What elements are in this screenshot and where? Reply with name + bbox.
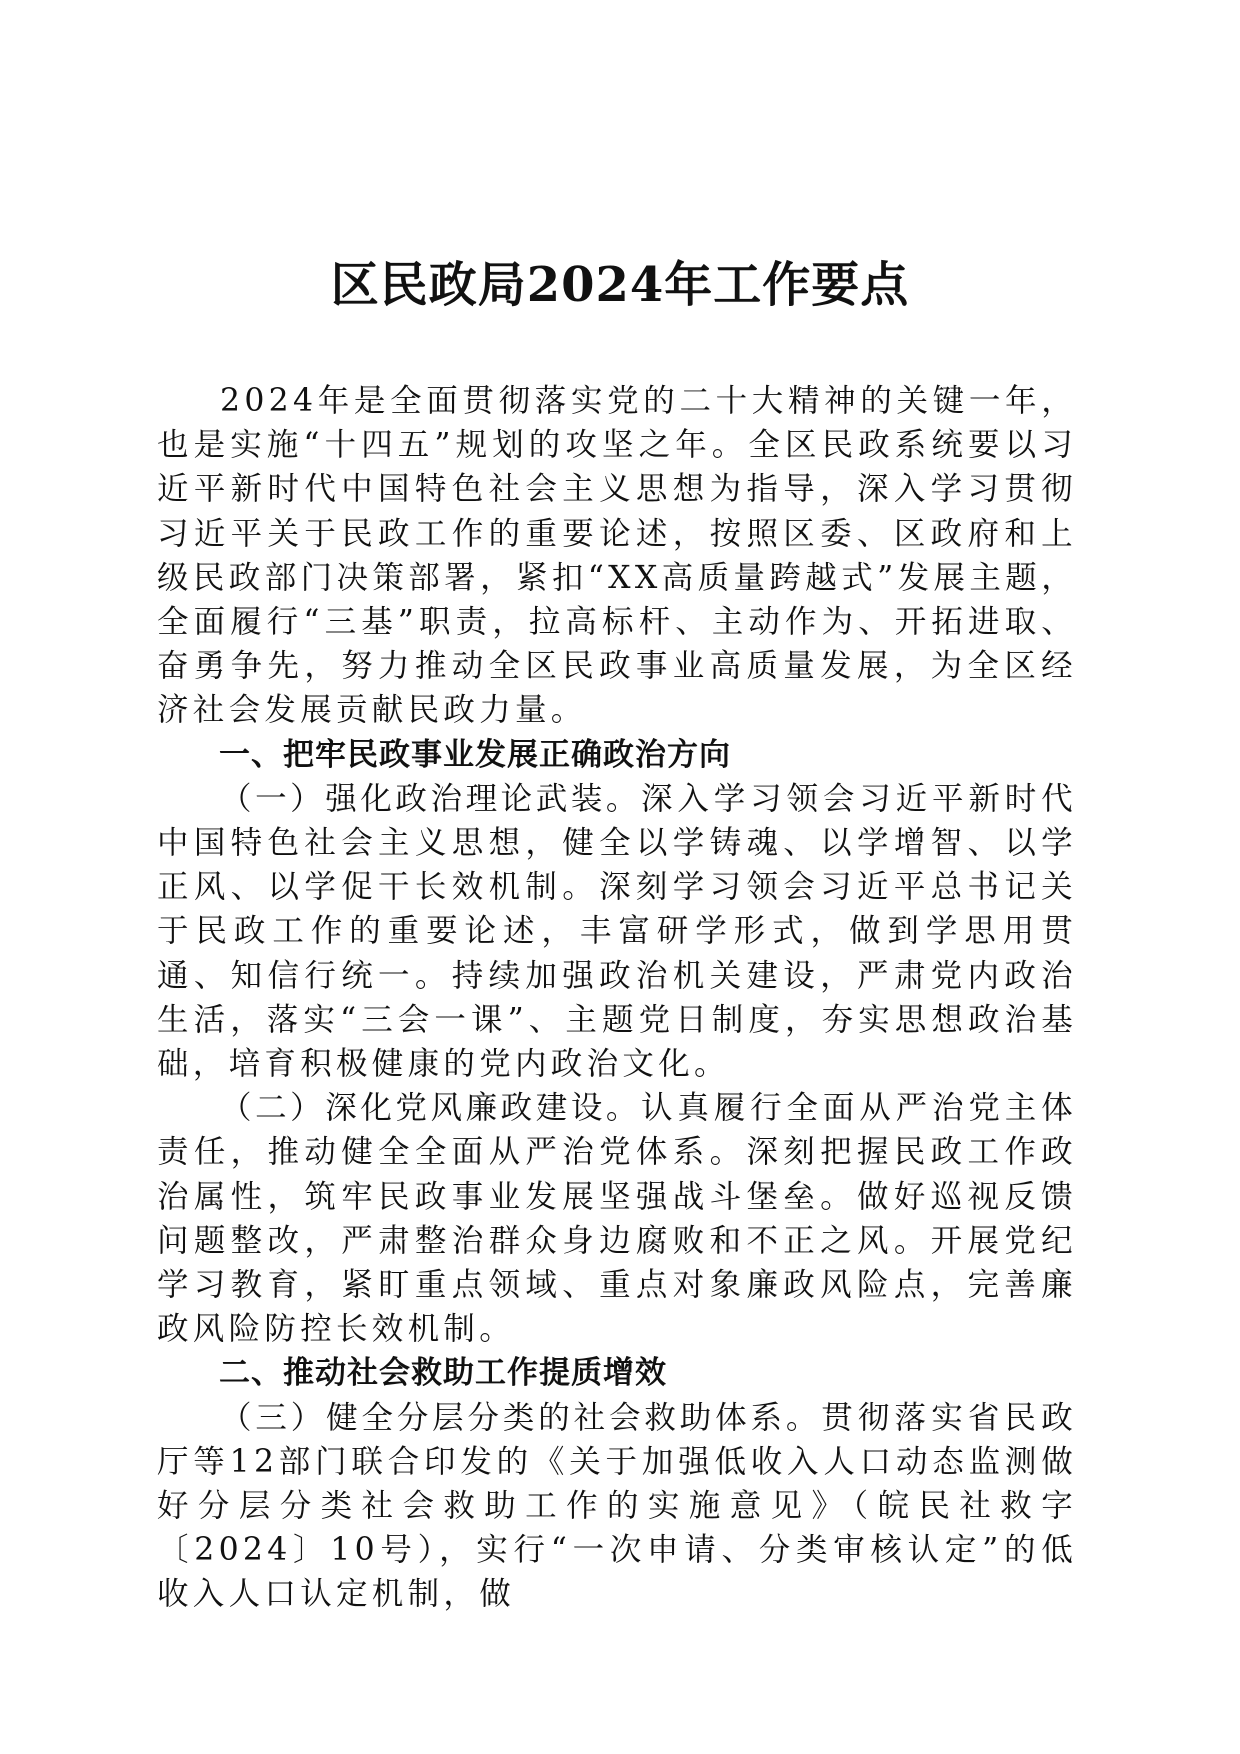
intro-paragraph: 2024年是全面贯彻落实党的二十大精神的关键一年，也是实施“十四五”规划的攻坚之年。全区民政系统要以习近平新时代中国特色社会主义思想为指导，深入学习贯彻习近平关于民政工作的重要论述，按照区委、区政府和上级民政部门决策部署，紧扣“XX高质量跨越式”发展主题，全面履行“三基”职责，拉高标杆、主动作为、开拓进取、奋勇争先，努力推动全区民政事业高质量发展，为全区经济社会发展贡献民政力量。 [157, 383, 1077, 729]
item-lead-3: （三）健全分层分类的社会救助体系。 [220, 1399, 822, 1436]
item-text-3: 贯彻落实省民政厅等12部门联合印发的《关于加强低收入人口动态监测做好分层分类社会救助工作的实施意见》（皖民社救字〔2024〕10号），实行“一次申请、分类审核认定”的低收入人口认定机制，做 [157, 1399, 1077, 1613]
item-paragraph-2 [157, 1086, 1077, 1351]
document-body [157, 379, 1077, 1617]
section-heading-2: 二、推动社会救助工作提质增效 [219, 1355, 667, 1392]
item-lead-2: （二）深化党风廉政建设。 [220, 1090, 641, 1127]
item-lead-1: （一）强化政治理论武装。 [220, 780, 641, 817]
document-title: 区民政局2024年工作要点 [330, 257, 910, 313]
item-text-2: 认真履行全面从严治党主体责任，推动健全全面从严治党体系。深刻把握民政工作政治属性，筑牢民政事业发展坚强战斗堡垒。做好巡视反馈问题整改，严肃整治群众身边腐败和不正之风。开展党纪学习教育，紧盯重点领域、重点对象廉政风险点，完善廉政风险防控长效机制。 [157, 1090, 1077, 1348]
item-text-1: 深入学习领会习近平新时代中国特色社会主义思想，健全以学铸魂、以学增智、以学正风、以学促干长效机制。深刻学习领会习近平总书记关于民政工作的重要论述，丰富研学形式，做到学思用贯通、知信行统一。持续加强政治机关建设，严肃党内政治生活，落实“三会一课”、主题党日制度，夯实思想政治基础，培育积极健康的党内政治文化。 [157, 780, 1077, 1083]
item-paragraph-3 [157, 1396, 1077, 1617]
section-heading-1: 一、把牢民政事业发展正确政治方向 [219, 736, 731, 773]
item-paragraph-1 [157, 777, 1077, 1086]
